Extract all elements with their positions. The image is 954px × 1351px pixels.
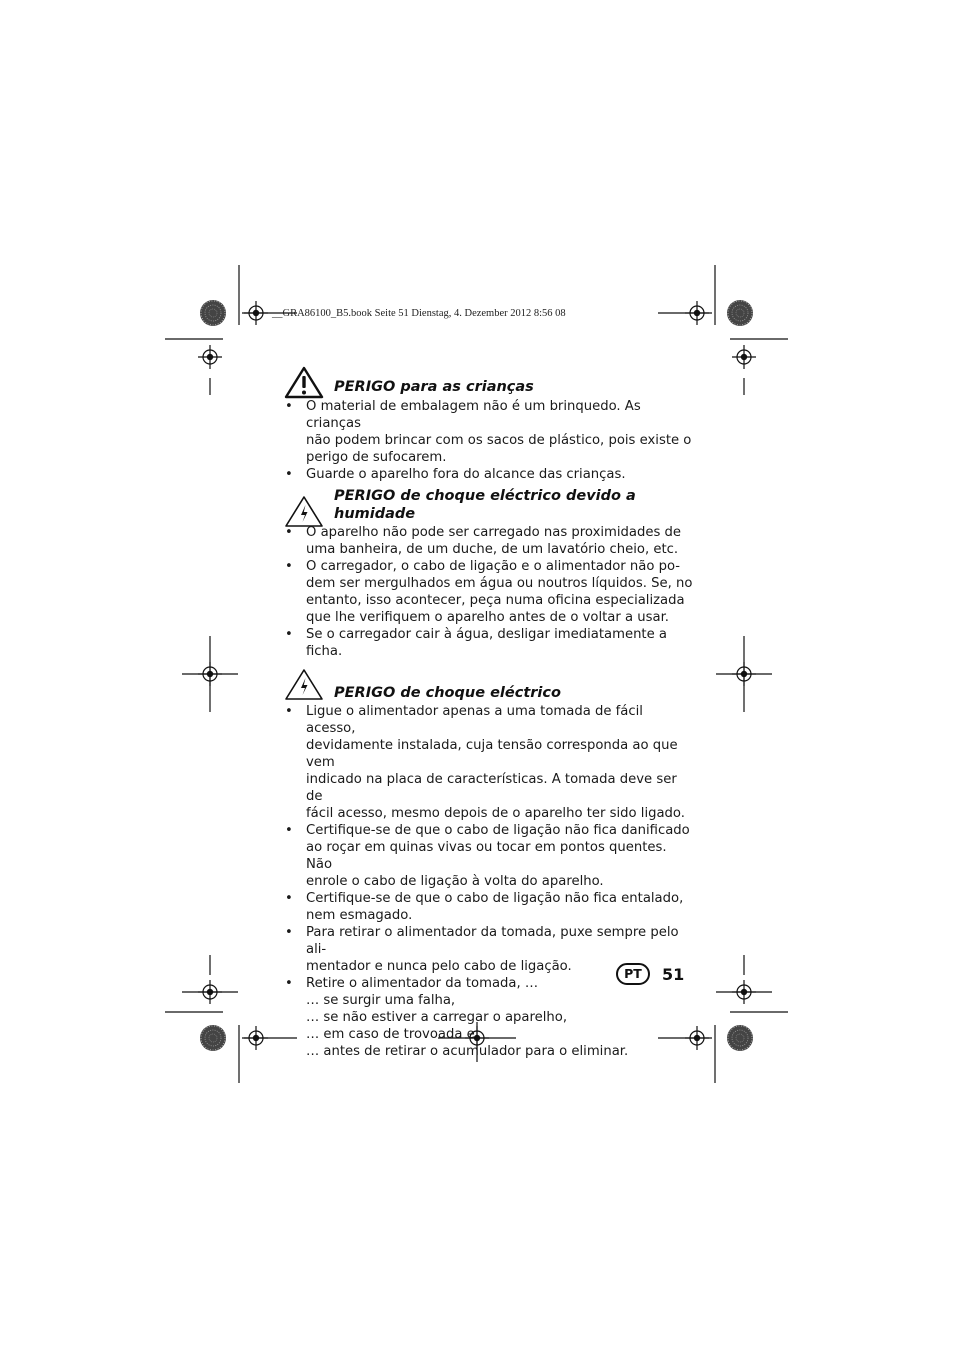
bullet-list (284, 398, 694, 483)
page-number: 51 (662, 964, 685, 984)
sunburst-mark-top-left (200, 300, 226, 326)
section-electric-shock (284, 668, 694, 1060)
bullet: • (285, 399, 293, 414)
bullet: • (285, 891, 293, 906)
page-footer (616, 962, 684, 986)
list-item: • Para retirar o alimentador da tomada, puxe sempre pelo ali- mentador e nunca pelo cabo de ligação. (285, 925, 679, 974)
list-item: • O aparelho não pode ser carregado nas proximidades de uma banheira, de um duche, de um lavatório cheio, etc. (285, 525, 682, 557)
section-title: PERIGO para as crianças (334, 379, 534, 395)
registration-mark (244, 301, 268, 325)
bullet: • (285, 823, 293, 838)
bullet: • (285, 559, 293, 574)
registration-mark (732, 345, 756, 369)
book-info-header: __GRA86100_B5.book Seite 51 Dienstag, 4. Dezember 2012 8:56 08 (272, 308, 566, 319)
section-children-danger (284, 366, 694, 483)
bullet: • (285, 704, 293, 719)
section-heading (284, 668, 694, 702)
section-heading (284, 366, 694, 396)
bullet: • (285, 467, 293, 482)
registration-mark (244, 1026, 268, 1050)
section-title: humidade (334, 506, 416, 522)
language-badge: PT (616, 963, 650, 985)
list-item: • O carregador, o cabo de ligação e o alimentador não po- dem ser mergulhados em água ou noutros líquidos. Se, no entanto, isso acontecer, peça numa oficina especializada que lhe verifiquem o aparelho antes de o voltar a usar. (285, 559, 693, 625)
section-heading (284, 487, 694, 523)
safety-content (284, 366, 694, 1060)
list-item: • Certifique-se de que o cabo de ligação não fica danificado ao roçar em quinas vivas ou tocar em pontos quentes. Não enrole o cabo de ligação à volta do aparelho. (285, 823, 690, 889)
registration-mark (732, 662, 756, 686)
sunburst-mark-top-right (727, 300, 753, 326)
sunburst-mark-bottom-right (727, 1025, 753, 1051)
registration-mark (685, 301, 709, 325)
list-item: • Guarde o aparelho fora do alcance das crianças. (285, 467, 626, 482)
bullet: • (285, 976, 293, 991)
sunburst-mark-bottom-left (200, 1025, 226, 1051)
list-item: • O material de embalagem não é um brinquedo. As crianças não podem brincar com os sacos de plástico, pois existe o perigo de sufocarem. (285, 399, 692, 465)
registration-mark (198, 345, 222, 369)
list-item: • Retire o alimentador da tomada, … … se surgir uma falha, … se não estiver a carregar o aparelho, … em caso de trovoada e … antes de retirar o acumulador para o eliminar. (285, 976, 629, 1059)
bullet-list (284, 524, 694, 660)
registration-mark (198, 980, 222, 1004)
bullet: • (285, 525, 293, 540)
electric-shock-warning-icon (284, 668, 324, 702)
registration-mark (732, 980, 756, 1004)
bullet: • (285, 925, 293, 940)
list-item: • Ligue o alimentador apenas a uma tomada de fácil acesso, devidamente instalada, cuja tensão corresponda ao que vem indicado na placa de características. A tomada deve ser de fácil acesso, mesmo depois de o aparelho ter sido ligado. (285, 704, 685, 821)
bullet-list (284, 703, 694, 1060)
registration-mark (198, 662, 222, 686)
list-item: • Certifique-se de que o cabo de ligação não fica entalado, nem esmagado. (285, 891, 684, 923)
section-electric-shock-humidity (284, 487, 694, 660)
section-title: PERIGO de choque eléctrico devido a (334, 488, 636, 504)
section-title: PERIGO de choque eléctrico (334, 685, 561, 701)
list-item: • Se o carregador cair à água, desligar imediatamente a ficha. (285, 627, 667, 659)
warning-exclamation-icon (284, 366, 324, 400)
bullet: • (285, 627, 293, 642)
